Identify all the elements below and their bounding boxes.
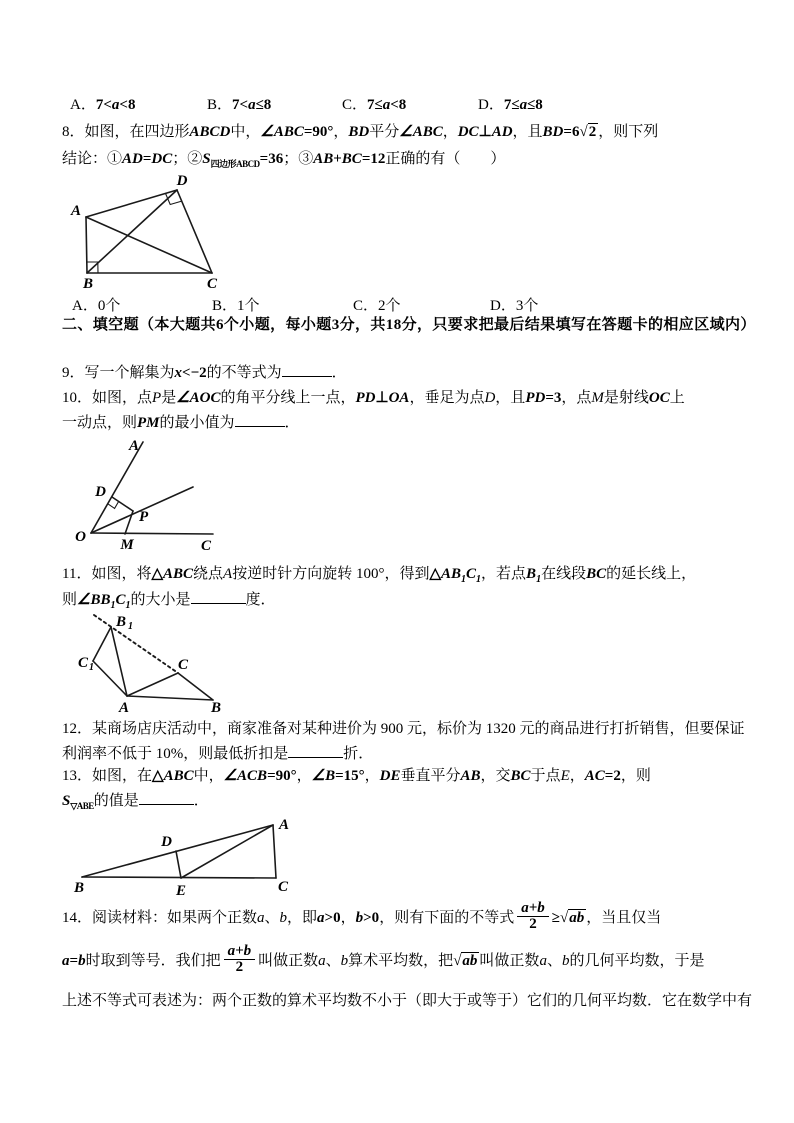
radicand: ab <box>462 952 478 969</box>
question-14-text-line-2 <box>62 943 752 977</box>
fraction <box>224 944 256 975</box>
math-run: ⊥ <box>478 124 492 140</box>
text-run: ，若点 <box>481 566 527 582</box>
area-symbol: S <box>62 793 71 809</box>
vertex-label-d: D <box>95 484 106 500</box>
math-run: ≥ <box>551 909 560 926</box>
math-run: a <box>519 97 528 113</box>
text-run: ． <box>331 365 347 381</box>
math-run: AB <box>441 566 462 582</box>
question-13-text-line-1 <box>62 766 752 787</box>
math-run: AD <box>491 124 513 140</box>
math-run: OC <box>648 390 670 406</box>
math-run: >0 <box>363 909 380 926</box>
math-run: >0 <box>324 909 341 926</box>
math-run: =12 <box>361 151 386 167</box>
text-run: ， <box>569 768 585 784</box>
vertex-label-c: C <box>277 879 289 895</box>
text-run: 于点 <box>530 768 561 784</box>
radical <box>453 951 479 972</box>
math-run: ∠ACB <box>223 768 268 784</box>
text-run: ， <box>364 768 380 784</box>
vertex-label-a: A <box>118 700 130 716</box>
radical <box>560 908 586 929</box>
math-run: BC <box>510 768 531 784</box>
text-run: 是 <box>161 390 177 406</box>
math-run: =36 <box>259 151 284 167</box>
math-run: b <box>78 952 86 969</box>
answer-blank <box>235 412 285 427</box>
extension-dashed-line <box>94 615 178 673</box>
text-run: B． <box>207 97 233 113</box>
math-run: ABCD <box>189 124 231 140</box>
math-var: b <box>279 909 288 926</box>
text-run: 正确的有（ ） <box>385 151 506 167</box>
vertex-label-a: A <box>128 438 139 454</box>
figure-q11-edges <box>93 627 213 700</box>
text-run: 的延长线上， <box>606 566 697 582</box>
numerator: a+b <box>224 944 256 960</box>
figure-q10-edges <box>91 442 213 534</box>
option-b: B．1个 <box>212 298 260 314</box>
vertex-label-c: C <box>177 657 189 673</box>
math-run: a <box>382 97 391 113</box>
subscript: 1 <box>536 574 542 585</box>
text-run: ，垂足为点 <box>409 390 485 406</box>
math-run: a <box>62 952 70 969</box>
vertex-label-e: E <box>175 883 187 899</box>
radical-sign: √ <box>579 124 588 140</box>
answer-blank <box>282 362 332 377</box>
math-var: a <box>318 952 326 969</box>
math-run: ABC <box>163 768 194 784</box>
figure-q8-edges <box>86 190 212 273</box>
vertex-label-b1-subscript: 1 <box>128 621 133 632</box>
math-run: = <box>142 151 152 167</box>
math-run: BC <box>341 151 362 167</box>
fraction <box>517 901 549 932</box>
text-run: ． <box>284 415 300 431</box>
math-run: BD <box>542 124 564 140</box>
text-run: ， <box>340 909 356 926</box>
denominator: 2 <box>529 916 537 932</box>
text-run: ；② <box>172 151 203 167</box>
question-14-text-line-3 <box>62 991 752 1012</box>
question-10-text-line-2 <box>62 412 752 434</box>
math-run: OA <box>388 390 410 406</box>
math-run: ∠B <box>311 768 336 784</box>
text-run: 在线段 <box>541 566 587 582</box>
math-var: E <box>560 768 570 784</box>
figure-q13-edges <box>82 825 276 878</box>
text-run: 的值是 <box>93 793 139 809</box>
math-run: PM <box>137 415 160 431</box>
math-run: ABC <box>163 566 194 582</box>
math-run: + <box>333 151 342 167</box>
math-run: =6 <box>563 124 580 140</box>
vertex-label-m: M <box>120 537 134 553</box>
radicand: ab <box>569 909 585 926</box>
math-var: A <box>223 566 233 582</box>
math-var: b <box>340 952 349 969</box>
math-run: =90° <box>303 124 334 140</box>
math-run: x <box>174 365 183 381</box>
text-run: 时取到等号．我们把 <box>85 952 221 969</box>
math-run: BD <box>348 124 370 140</box>
text-run: D． <box>478 97 504 113</box>
text-run: 8．如图，在四边形 <box>62 124 190 140</box>
math-run: ⊥ <box>375 390 389 406</box>
text-run: 上述不等式可表述为：两个正数的算术平均数不小于（即大于或等于）它们的几何平均数．它在数学中有 <box>62 993 753 1009</box>
question-12-text-line-2 <box>62 743 752 765</box>
math-run: b <box>355 909 364 926</box>
math-run: a <box>111 97 120 113</box>
text-run: ，交 <box>480 768 511 784</box>
vertex-label-a: A <box>279 817 290 833</box>
vertex-label-b: B <box>210 700 222 716</box>
text-run: 是射线 <box>603 390 649 406</box>
math-run: ∠ABC <box>260 124 304 140</box>
answer-blank <box>139 790 194 805</box>
vertex-label-b: B <box>73 880 85 896</box>
math-run: PD <box>355 390 376 406</box>
figure-q13-triangle <box>70 812 298 900</box>
math-run: AB <box>313 151 334 167</box>
answer-blank <box>288 743 343 758</box>
figure-q10-angle-bisector <box>70 435 220 553</box>
text-run: ，则有下面的不等式 <box>379 909 515 926</box>
option-a: A．0个 <box>72 298 121 314</box>
option-d <box>478 95 543 116</box>
subscript: 1 <box>125 600 131 611</box>
text-run: 、 <box>264 909 280 926</box>
text-run: ， <box>333 124 349 140</box>
math-run: AD <box>122 151 143 167</box>
text-run: 、 <box>325 952 341 969</box>
text-run: ，且 <box>495 390 526 406</box>
vertex-label-o: O <box>75 529 86 545</box>
math-run: = <box>69 952 79 969</box>
math-var: P <box>152 390 162 406</box>
math-run: C <box>466 566 477 582</box>
vertex-label-d: D <box>176 173 188 189</box>
math-run: PD <box>525 390 546 406</box>
answer-blank <box>191 589 246 604</box>
subscript: 1 <box>461 574 467 585</box>
math-var: a <box>539 952 547 969</box>
vertex-label-b: B <box>82 276 94 292</box>
option-b <box>207 95 271 116</box>
text-run: 中， <box>230 124 261 140</box>
section-2-header: 二、填空题（本大题共6个小题，每小题3分，共18分，只要求把最后结果填写在答题卡的相应区域内） <box>62 317 756 333</box>
radical <box>579 122 598 143</box>
math-run: =90° <box>267 768 297 784</box>
question-10-text-line-1 <box>62 388 752 409</box>
text-run: 14．阅读材料：如果两个正数 <box>62 909 258 926</box>
vertex-label-c1-subscript: 1 <box>89 662 94 673</box>
subscript: 1 <box>110 600 116 611</box>
question-14-text-line-1 <box>62 900 752 934</box>
math-run: =3 <box>545 390 562 406</box>
math-run: 7≤ <box>503 97 520 113</box>
question-8-text-line-1 <box>62 122 752 143</box>
option-a <box>70 95 135 116</box>
text-run: 结论：① <box>62 151 123 167</box>
text-run: ，则下列 <box>598 124 659 140</box>
vertex-label-b1: B <box>116 614 127 630</box>
text-run: 的大小是 <box>130 592 191 608</box>
text-run: 算术平均数，把 <box>348 952 454 969</box>
text-run: 的最小值为 <box>159 415 235 431</box>
math-run: C <box>115 592 126 608</box>
vertex-label-d: D <box>161 834 172 850</box>
vertex-label-c: C <box>206 276 218 292</box>
math-run: BC <box>586 566 607 582</box>
figure-q11-rotation <box>75 608 225 716</box>
math-run: a <box>248 97 256 113</box>
text-run: ， <box>296 768 312 784</box>
math-run: =15° <box>335 768 365 784</box>
math-run: AB <box>460 768 481 784</box>
text-run: 叫做正数 <box>258 952 319 969</box>
text-run: 的不等式为 <box>206 365 282 381</box>
math-run: <−2 <box>182 365 207 381</box>
answer-options-row-q8 <box>62 296 752 317</box>
text-run: ， <box>442 124 458 140</box>
text-run: ． <box>193 793 209 809</box>
text-run: 叫做正数 <box>479 952 540 969</box>
math-run: <8 <box>119 97 136 113</box>
radical-sign: √ <box>560 909 569 926</box>
numerator: a+b <box>517 901 549 917</box>
math-var: M <box>591 390 604 406</box>
text-run: 10．如图，点 <box>62 390 153 406</box>
math-run: 7≤ <box>367 97 383 113</box>
area-symbol: S <box>202 151 211 167</box>
math-run: ≤8 <box>527 97 543 113</box>
math-run: DE <box>379 768 401 784</box>
text-run: ，则 <box>620 768 651 784</box>
text-run: 11．如图，将 <box>62 566 152 582</box>
vertex-label-c1: C <box>77 655 88 671</box>
text-run: 9．写一个解集为 <box>62 365 175 381</box>
math-run: △ <box>152 768 164 784</box>
text-run: 折． <box>343 746 374 762</box>
math-run: B <box>526 566 537 582</box>
math-run: △ <box>151 566 163 582</box>
option-c: C．2个 <box>353 298 401 314</box>
text-run: ，点 <box>561 390 592 406</box>
text-run: 的角平分线上一点， <box>220 390 356 406</box>
text-run: 则 <box>62 592 78 608</box>
vertex-label-c: C <box>200 538 212 553</box>
vertex-label-p: P <box>139 509 149 525</box>
math-var: b <box>561 952 570 969</box>
question-9-text <box>62 362 752 384</box>
text-run: ；③ <box>283 151 314 167</box>
text-run: 度． <box>245 592 276 608</box>
text-run: 平分 <box>369 124 400 140</box>
radical-sign: √ <box>453 952 462 969</box>
math-run: ∠ABC <box>399 124 443 140</box>
text-run: 一动点，则 <box>62 415 138 431</box>
math-run: a <box>317 909 325 926</box>
radicand: 2 <box>588 124 597 140</box>
text-run: 、 <box>546 952 562 969</box>
text-run: ，当且仅当 <box>586 909 662 926</box>
figure-q8-quadrilateral <box>65 170 230 295</box>
text-run: 12．某商场店庆活动中，商家准备对某种进价为 900 元，标价为 1320 元的商品进行打折销售，但要保证 <box>62 721 745 737</box>
text-run: 上 <box>669 390 685 406</box>
text-run: 利润率不低于 10%，则最低折扣是 <box>62 746 289 762</box>
denominator: 2 <box>235 959 244 975</box>
right-angle-mark-d <box>108 502 119 509</box>
math-run: AC <box>584 768 605 784</box>
area-subscript: ▽ABE <box>70 801 94 811</box>
math-run: =2 <box>604 768 621 784</box>
text-run: 按逆时针方向旋转 100°，得到 <box>232 566 430 582</box>
text-run: 的几何平均数，于是 <box>569 952 705 969</box>
text-run: C． <box>342 97 368 113</box>
math-var: a <box>257 909 265 926</box>
math-run: ≤8 <box>255 97 272 113</box>
math-run: △ <box>429 566 441 582</box>
option-d: D．3个 <box>490 298 539 314</box>
answer-options-row-q7 <box>62 95 752 116</box>
text-run: 绕点 <box>193 566 224 582</box>
text-run: 中， <box>193 768 224 784</box>
question-12-text-line-1 <box>62 719 752 740</box>
subscript: 1 <box>476 574 482 585</box>
math-run: ∠AOC <box>176 390 221 406</box>
vertex-label-a: A <box>70 203 81 219</box>
text-run: A． <box>70 97 96 113</box>
text-run: ，且 <box>512 124 543 140</box>
option-c <box>342 95 406 116</box>
math-run: ∠BB <box>77 592 111 608</box>
math-var: D <box>484 390 496 406</box>
text-run: 垂直平分 <box>400 768 461 784</box>
question-11-text-line-1 <box>62 564 752 590</box>
area-subscript: 四边形ABCD <box>210 159 260 169</box>
math-run: <8 <box>390 97 407 113</box>
text-run: 13．如图，在 <box>62 768 153 784</box>
text-run: ，即 <box>287 909 318 926</box>
math-run: DC <box>457 124 479 140</box>
math-run: 7< <box>232 97 249 113</box>
math-run: DC <box>151 151 173 167</box>
math-run: 7< <box>95 97 112 113</box>
